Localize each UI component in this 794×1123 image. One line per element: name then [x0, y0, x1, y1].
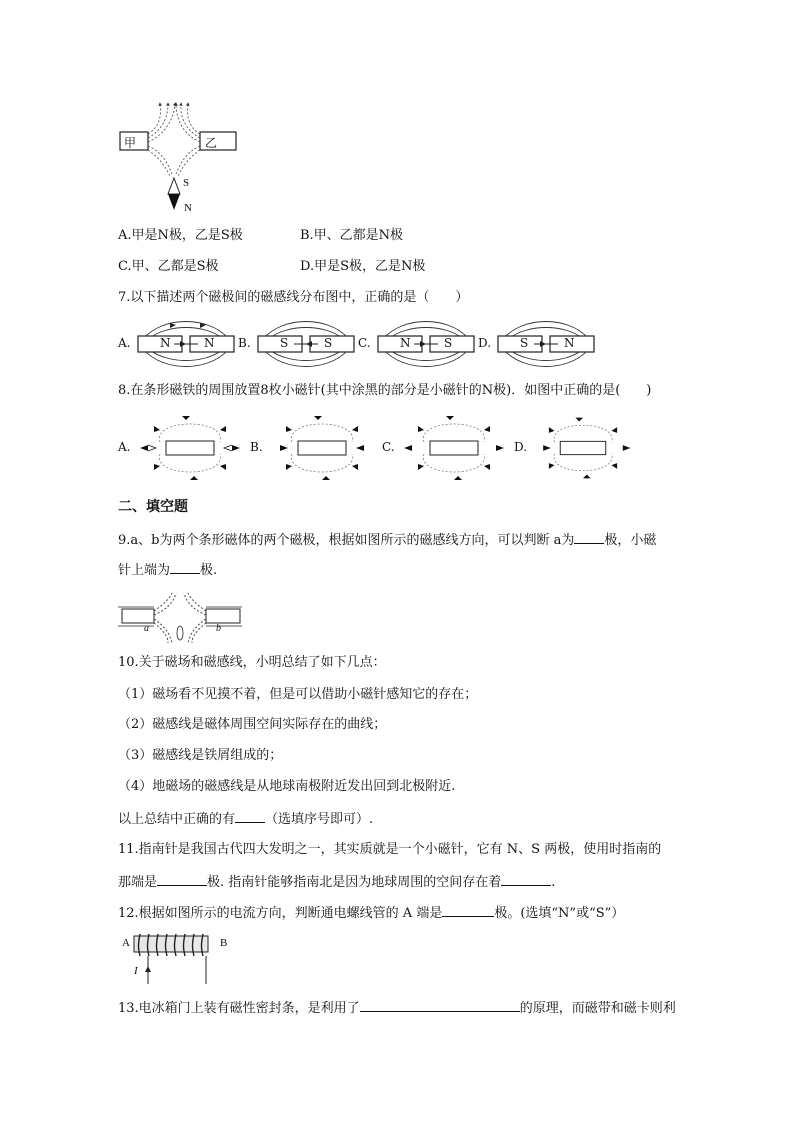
q9-line1-text: 9.a、b为两个条形磁体的两个磁极，根据如图所示的磁感线方向，可以判断 a为: [118, 533, 575, 548]
q11-line2-mid: 极. 指南针能够指南北是因为地球周围的空间存在着: [207, 875, 502, 890]
q8-option-c: [382, 412, 512, 484]
q11-blank-field[interactable]: [501, 872, 551, 886]
q12-stem-head: 12.根据如图所示的电流方向，判断通电螺线管的 A 端是: [118, 906, 443, 921]
q7-field-diagram-c: [374, 318, 478, 370]
q9-line1: [118, 530, 656, 550]
q12-blank[interactable]: [442, 903, 494, 917]
q7-option-letter: D.: [478, 336, 492, 350]
q12-label-current: I: [134, 965, 138, 977]
q7-option-c: [358, 318, 478, 370]
q12-label-a: A: [122, 937, 130, 949]
q8-stem: 8.在条形磁铁的周围放置8枚小磁针(其中涂黑的部分是小磁针的N极)．如图中正确的是( ): [118, 383, 652, 398]
q11-line2-tail: .: [551, 875, 556, 890]
q7-option-letter: B.: [238, 336, 251, 350]
q6-option-b: B.甲、乙都是N极: [300, 228, 404, 243]
q8-option-letter: C.: [382, 440, 395, 454]
q10-conclusion-tail: （选填序号即可）.: [265, 812, 374, 827]
q12-label-b: B: [220, 937, 228, 949]
q6-left-magnet-label: 甲: [124, 136, 137, 150]
q8-option-a: [118, 412, 248, 484]
q7-option-letter: A.: [118, 336, 131, 350]
q7-field-diagram-a: [134, 318, 238, 370]
q7-field-diagram-b: [254, 318, 358, 370]
q7-stem: 7.以下描述两个磁极间的磁感线分布图中，正确的是（ ）: [118, 290, 469, 305]
q7-c-right-pole: S: [444, 336, 453, 350]
q8-option-b: [250, 412, 380, 484]
q9-blank-a[interactable]: [574, 530, 604, 544]
q7-b-right-pole: S: [324, 336, 333, 350]
q12-stem: [118, 903, 624, 923]
q7-option-d: [478, 318, 598, 370]
q9-label-b: b: [216, 623, 221, 634]
q10-item-3: （3）磁感线是铁屑组成的；: [118, 748, 283, 763]
q7-option-letter: C.: [358, 336, 371, 350]
q6-option-d: D.甲是S极，乙是N极: [300, 259, 426, 274]
q7-options: [118, 318, 598, 370]
q9-line2-tail: 极.: [200, 563, 218, 578]
q9-line2-head: 针上端为: [118, 563, 171, 578]
q7-c-left-pole: N: [400, 336, 411, 350]
q6-magnet-figure: [118, 98, 238, 218]
q9-blank-needle[interactable]: [170, 560, 200, 574]
q10-blank[interactable]: [235, 809, 265, 823]
q8-compass-diagram-b: [264, 412, 380, 484]
q6-option-c: C.甲、乙都是S极: [118, 259, 219, 274]
q10-item-4: （4）地磁场的磁感线是从地球南极附近发出回到北极附近.: [118, 779, 456, 794]
section-title-fill-in: 二、填空题: [118, 499, 188, 515]
q8-options: [118, 412, 638, 484]
q11-line2: [118, 872, 555, 892]
q10-item-2: （2）磁感线是磁体周围空间实际存在的曲线；: [118, 717, 387, 732]
q7-d-right-pole: N: [564, 336, 575, 350]
q8-compass-diagram-c: [396, 412, 512, 484]
q10-item-1: （1）磁场看不见摸不着，但是可以借助小磁针感知它的存在；: [118, 687, 478, 702]
q8-option-letter: B.: [250, 440, 263, 454]
q13-line: [118, 998, 676, 1018]
q10-conclusion: [118, 809, 373, 829]
q8-compass-diagram-a: [132, 412, 248, 484]
q10-conclusion-head: 以上总结中正确的有: [118, 812, 236, 827]
q8-option-letter: D.: [514, 440, 528, 454]
q7-a-left-pole: N: [160, 336, 171, 350]
q13-head: 13.电冰箱门上装有磁性密封条，是利用了: [118, 1001, 360, 1016]
q9-label-a: a: [144, 623, 149, 634]
q13-tail: 的原理，而磁带和磁卡则利: [519, 1001, 676, 1016]
q7-option-b: [238, 318, 358, 370]
q7-b-left-pole: S: [280, 336, 289, 350]
q12-stem-tail: 极。(选填“N”或“S”）: [494, 906, 625, 921]
q7-option-a: [118, 318, 238, 370]
q9-magnets-figure: [118, 593, 242, 643]
q6-needle-n-label: N: [184, 202, 192, 214]
q8-compass-diagram-d: [528, 412, 638, 484]
q8-option-letter: A.: [118, 440, 131, 454]
q7-a-right-pole: N: [204, 336, 215, 350]
q6-right-magnet-label: 乙: [205, 136, 218, 150]
q9-line2: [118, 560, 217, 580]
q7-field-diagram-d: [494, 318, 598, 370]
q11-blank-pole[interactable]: [157, 872, 207, 886]
q6-option-a: A.甲是N极，乙是S极: [118, 228, 243, 243]
q8-option-d: [514, 412, 638, 484]
q11-line2-head: 那端是: [118, 875, 158, 890]
q7-d-left-pole: S: [520, 336, 529, 350]
q13-blank[interactable]: [360, 998, 520, 1012]
q6-needle-s-label: S: [183, 177, 190, 189]
q12-solenoid-figure: [118, 930, 228, 986]
q11-line1: 11.指南针是我国古代四大发明之一，其实质就是一个小磁针，它有 N、S 两极，使用时指南的: [118, 842, 662, 857]
q9-line1-tail: 极，小磁: [604, 533, 657, 548]
q10-stem: 10.关于磁场和磁感线，小明总结了如下几点：: [118, 655, 386, 670]
